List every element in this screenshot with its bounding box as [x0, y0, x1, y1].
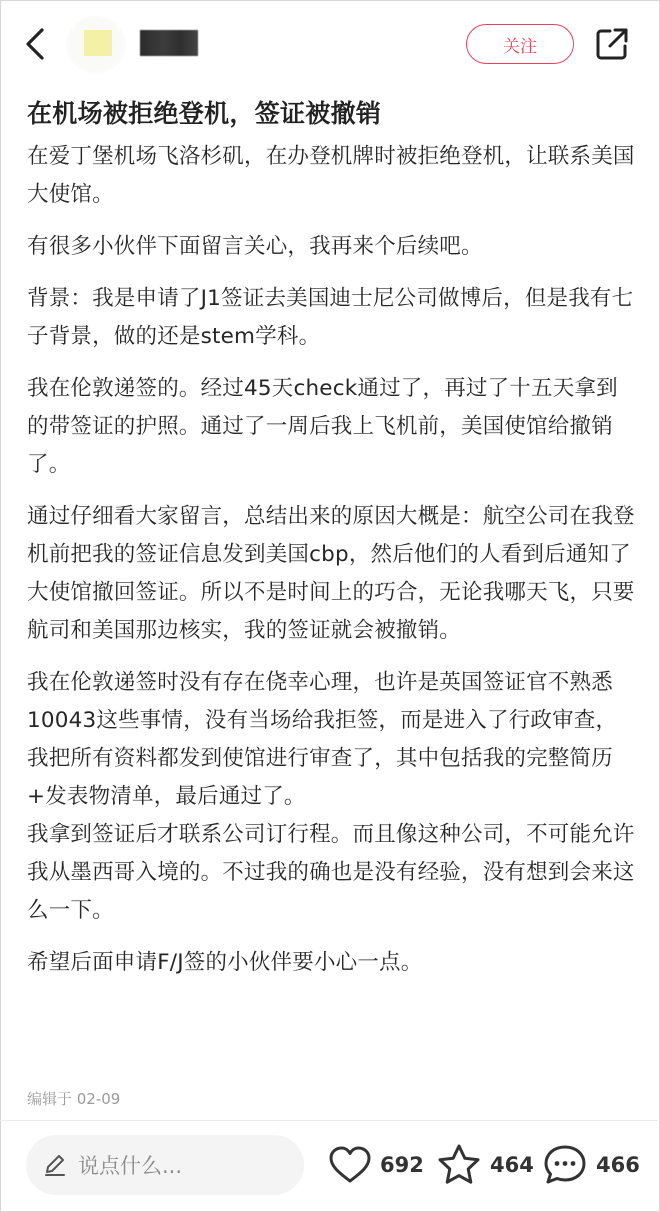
post-title: 在机场被拒绝登机，签证被撤销 — [27, 99, 382, 128]
back-button[interactable] — [18, 24, 54, 64]
comment-button[interactable] — [542, 1141, 640, 1189]
pencil-icon — [42, 1152, 68, 1178]
like-button[interactable] — [328, 1141, 424, 1189]
comment-count: 466 — [596, 1153, 640, 1177]
follow-button[interactable]: 关注 — [466, 24, 574, 64]
post-paragraph-1: 在爱丁堡机场飞洛杉矶，在办登机牌时被拒绝登机，让联系美国大使馆。 — [27, 144, 635, 207]
heart-icon — [328, 1145, 372, 1185]
author-name-redacted[interactable] — [140, 30, 198, 56]
comment-input[interactable] — [26, 1135, 304, 1195]
comment-bubble-icon — [542, 1143, 588, 1187]
post-paragraph-2: 有很多小伙伴下面留言关心，我再来个后续吧。 — [27, 234, 483, 259]
post-paragraph-4: 我在伦敦递签的。经过45天check通过了，再过了十五天拿到的带签证的护照。通过了一周后我上飞机前，美国使馆给撤销了。 — [27, 376, 618, 477]
post-paragraph-5: 通过仔细看大家留言，总结出来的原因大概是：航空公司在我登机前把我的签证信息发到美国cbp，然后他们的人看到后通知了大使馆撤回签证。所以不是时间上的巧合，无论我哪天飞，只要航司和美国那边核实，我的签证就会被撤销。 — [27, 504, 635, 643]
collect-count: 464 — [490, 1153, 534, 1177]
back-arrow-icon — [18, 24, 54, 64]
top-bar — [0, 0, 660, 92]
share-button[interactable] — [592, 24, 632, 64]
post-paragraph-3: 背景：我是申请了J1签证去美国迪士尼公司做博后，但是我有七子背景，做的还是stem学科。 — [27, 286, 634, 349]
post-content — [27, 94, 637, 996]
bottom-action-bar — [0, 1121, 660, 1212]
share-icon — [592, 24, 632, 64]
post-paragraph-6: 我在伦敦递签时没有存在侥幸心理，也许是英国签证官不熟悉10043这些事情，没有当场给我拒签，而是进入了行政审查，我把所有资料都发到使馆进行审查了，其中包括我的完整简历+发表物清单，最后通过了。 — [27, 670, 618, 809]
edit-timestamp: 编辑于 02-09 — [27, 1090, 121, 1108]
star-icon — [436, 1143, 482, 1187]
collect-button[interactable] — [436, 1141, 534, 1189]
author-avatar[interactable] — [66, 16, 126, 74]
post-paragraph-8: 希望后面申请F/J签的小伙伴要小心一点。 — [27, 950, 423, 975]
post-paragraph-7: 我拿到签证后才联系公司订行程。而且像这种公司，不可能允许我从墨西哥入境的。不过我的确也是没有经验，没有想到会来这么一下。 — [27, 822, 635, 923]
comment-placeholder: 说点什么... — [78, 1154, 183, 1178]
like-count: 692 — [380, 1153, 424, 1177]
avatar-image — [84, 30, 112, 56]
